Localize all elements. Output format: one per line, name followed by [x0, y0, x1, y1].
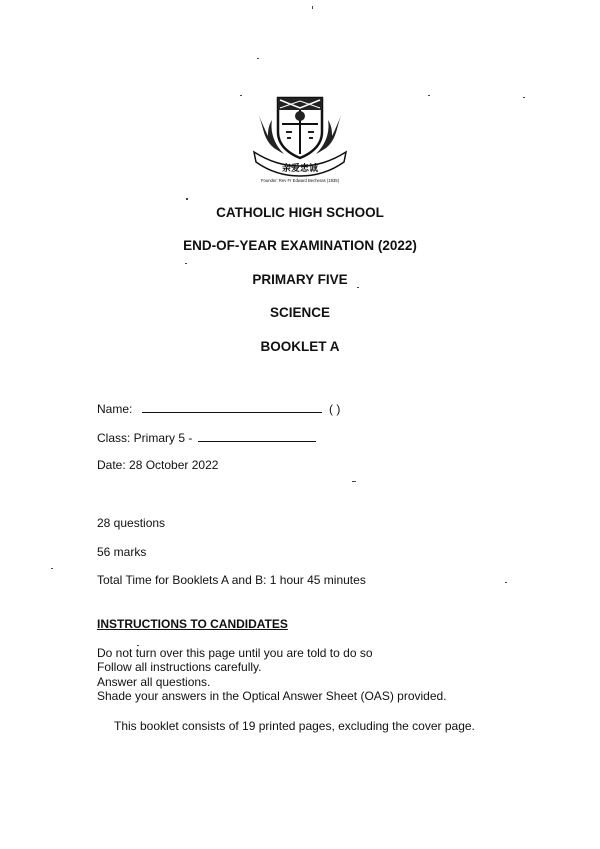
instructions-heading: INSTRUCTIONS TO CANDIDATES: [97, 617, 288, 631]
scan-speck: [312, 6, 313, 9]
scan-speck: [428, 95, 430, 96]
scan-speck: [51, 568, 53, 569]
instruction-line: Do not turn over this page until you are told to do so: [97, 646, 373, 660]
name-label: Name:: [97, 402, 133, 416]
name-field-row: [97, 402, 340, 416]
date-text: Date: 28 October 2022: [97, 458, 219, 472]
instruction-line: Answer all questions.: [97, 675, 211, 689]
name-blank: [142, 402, 322, 413]
school-crest-logo: [250, 92, 350, 184]
class-label: Class: Primary 5 -: [97, 431, 193, 445]
page-count-note: This booklet consists of 19 printed pages, excluding the cover page.: [114, 719, 475, 733]
booklet-title: BOOKLET A: [260, 339, 340, 354]
total-marks: 56 marks: [97, 545, 147, 559]
class-blank: [198, 431, 316, 442]
school-name: CATHOLIC HIGH SCHOOL: [216, 205, 384, 220]
scan-speck: [505, 582, 507, 583]
instruction-line: Follow all instructions carefully.: [97, 660, 262, 674]
scan-speck: [352, 481, 356, 482]
svg-text:亲爱忠诚: 亲爱忠诚: [281, 163, 319, 173]
class-field-row: [97, 431, 316, 445]
scan-speck: [357, 287, 359, 288]
question-count: 28 questions: [97, 516, 166, 530]
instruction-line: Shade your answers in the Optical Answer Sheet (OAS) provided.: [97, 689, 447, 703]
total-time: Total Time for Booklets A and B: 1 hour 45 minutes: [97, 573, 366, 587]
scan-speck: [257, 58, 259, 59]
scan-speck: [186, 198, 188, 200]
scan-speck: [240, 95, 242, 96]
exam-title: END-OF-YEAR EXAMINATION (2022): [183, 238, 417, 253]
level-title: PRIMARY FIVE: [252, 272, 348, 287]
subject-title: SCIENCE: [269, 305, 330, 320]
scan-speck: [185, 263, 187, 264]
scan-speck: [523, 97, 525, 98]
register-number-paren: ( ): [329, 402, 341, 416]
svg-text:Founder: Rev Fr Edward Bechera: Founder: Rev Fr Edward Becheras (1935): [261, 178, 339, 183]
